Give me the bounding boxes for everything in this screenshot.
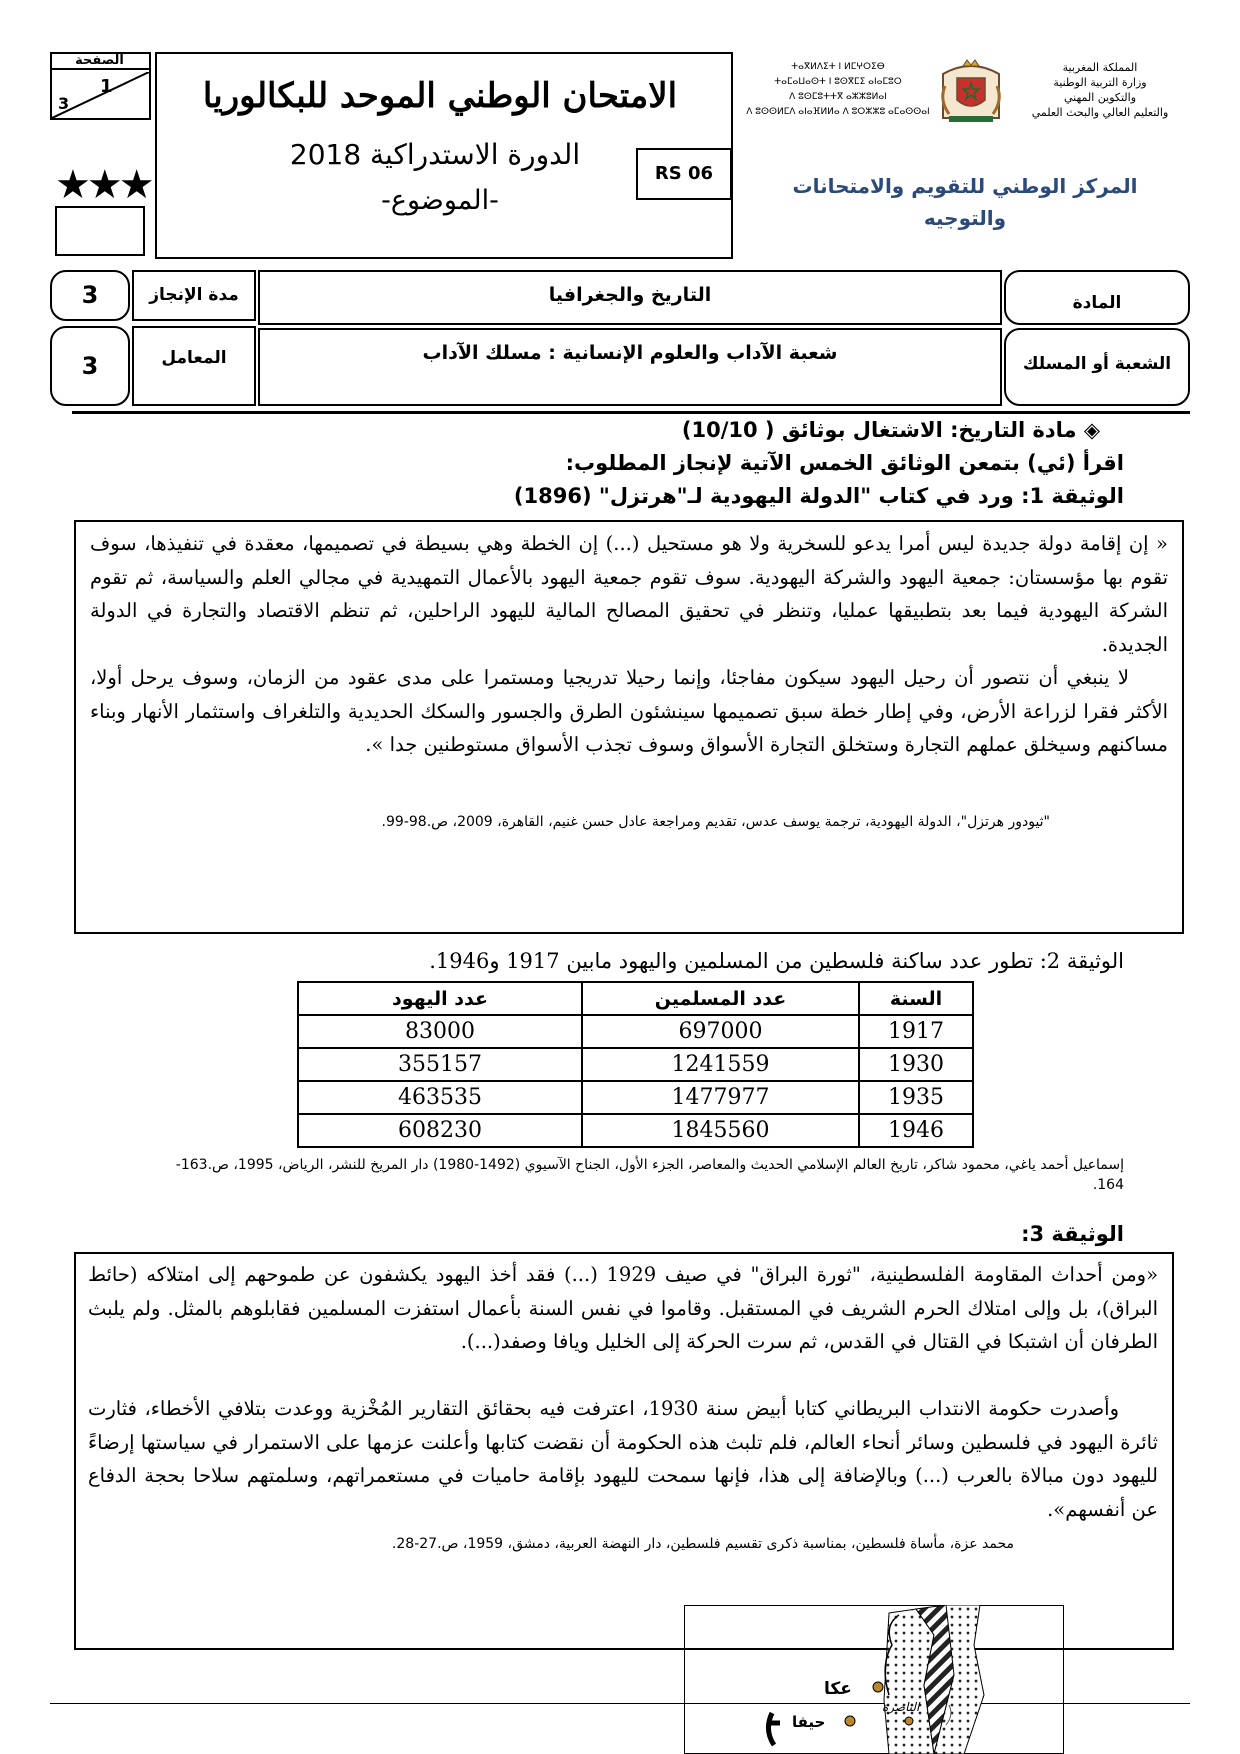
doc3-paragraph-2: وأصدرت حكومة الانتداب البريطاني كتابا أبيض سنة 1930، اعترفت فيه بحقائق التقارير المُخْزية ووعدت بتلافي الأخطاء، فثارت ثائرة اليهود في فلسطين وسائر أنحاء العالم، فلم تلبث هذه الحكومة أن نقضت كتابها وأعلنت عزمها على الاستمرار في سياستها إرضاءً لليهود دون مبالاة بالعرب (...) وبالإضافة إلى هذا، فإنها سمحت لليهود بإقامة حاميات في مستعمراتهم، وسلمتهم سلاحا بحجة الدفاع عن أنفسهم».: [88, 1397, 1158, 1521]
stars-rating: ★★★: [55, 162, 151, 208]
compass-symbol: [768, 1713, 780, 1745]
page-number-box: [50, 52, 151, 120]
branch-value: شعبة الآداب والعلوم الإنسانية : مسلك الآداب: [258, 328, 1002, 406]
coefficient-key: المعامل: [132, 326, 256, 406]
city-label-nazareth: الناصرة: [882, 1700, 920, 1714]
doc2-source: إسماعيل أحمد ياغي، محمود شاكر، تاريخ العالم الإسلامي الحديث والمعاصر، الجزء الأول، الجناح الآسيوي (1492-1980) دار المريخ للنشر، الرياض، 1995، ص.163-164.: [175, 1157, 1124, 1193]
doc3-paragraph-1: «ومن أحداث المقاومة الفلسطينية، "ثورة البراق" في صيف 1929 (...) فقد أخذ اليهود يكشفون عن طموحهم إلى امتلاكه (حائط البراق)، بل وإلى امتلاك الحرم الشريف في المستقبل. وقاموا في نفس السنة بأعمال استفزت المسلمين فقابلوهم بالمثل. ولم يلبث الطرفان أن اشتبكا في القتال في القدس، ثم سرت الحركة إلى الخليل ويافا وصفد(...).: [88, 1263, 1158, 1353]
coefficient-value: 3: [50, 326, 130, 406]
subject-value: التاريخ والجغرافيا: [258, 270, 1002, 325]
doc1-paragraph-1: « إن إقامة دولة جديدة ليس أمرا يدعو للسخرية ولا هو مستحيل (...) إن الخطة وهي بسيطة في تصميمها، معقدة في تنفيذها، سوف تقوم بها مؤسستان: جمعية اليهود والشركة اليهودية. سوف تقوم جمعية اليهود بالأعمال التمهيدية في مجالي العلم والسياسة، ثم تقوم الشركة اليهودية فيما بعد بتطبيقها عمليا، وتنظر في تحقيق المصالح المالية لليهود الراحلين، ثم تنظم الاقتصاد والتجارة في الدولة الجديدة.: [90, 532, 1168, 656]
blank-box: [55, 206, 145, 256]
doc1-paragraph-2: لا ينبغي أن نتصور أن رحيل اليهود سيكون مفاجئا، وإنما رحيلا تدريجيا ومستمرا على مدى عقود من الزمان، وسوف يرحل أولا، الأكثر فقرا لزراعة الأرض، وفي إطار خطة سبق تصميمها سينشئون الطرق والجسور والسكك الحديدية والتلغراف واستثمار الأنهار وبناء مساكنهم وسيخلق عملهم التجارة وستخلق التجارة الأسواق وسوف تجذب الأسواق مستوطنين جدا ».: [90, 666, 1168, 756]
doc1-heading: الوثيقة 1: ورد في كتاب "الدولة اليهودية لـ"هرتزل" (1896): [513, 484, 1124, 508]
table-row: [298, 1015, 973, 1048]
exam-title: الامتحان الوطني الموحد للبكالوريا: [202, 76, 678, 116]
nazareth-marker: [905, 1717, 913, 1725]
doc2-heading: الوثيقة 2: تطور عدد ساكنة فلسطين من المسلمين واليهود مابين 1917 و1946.: [429, 949, 1124, 973]
haifa-marker: [845, 1716, 855, 1726]
doc3-source: محمد عزة، مأساة فلسطين، بمناسبة ذكرى تقسيم فلسطين، دار النهضة العربية، دمشق، 1959، ص.27-28.: [391, 1536, 1014, 1552]
exam-session: الدورة الاستدراكية 2018: [289, 138, 581, 171]
ministry-name: [1010, 60, 1190, 120]
column-header: عدد اليهود: [298, 982, 582, 1015]
table-header-row: [298, 982, 973, 1015]
population-table: [297, 981, 974, 1148]
separator-line: [72, 411, 1190, 414]
jews-cell: 355157: [298, 1048, 582, 1081]
muslims-cell: 1477977: [582, 1081, 859, 1114]
muslims-cell: 1845560: [582, 1114, 859, 1147]
kingdom-line: وزارة التربية الوطنية: [1053, 76, 1147, 89]
table-row: [298, 1048, 973, 1081]
doc1-source: "ثيودور هرتزل"، الدولة اليهودية، ترجمة يوسف عدس، تقديم ومراجعة عادل حسن غنيم، القاهرة، 2009، ص.98-99.: [381, 814, 1050, 830]
acre-marker: [873, 1682, 883, 1692]
diamond-icon: ◈: [1083, 418, 1100, 442]
column-header: عدد المسلمين: [582, 982, 859, 1015]
kingdom-line: المملكة المغربية: [1062, 61, 1138, 74]
column-header: السنة: [859, 982, 973, 1015]
coat-of-arms-icon: [935, 56, 1007, 126]
evaluation-center: المركز الوطني للتقويم والامتحانات والتوجيه: [792, 174, 1138, 230]
kingdom-line: والتعليم العالي والبحث العلمي: [1031, 106, 1169, 119]
doc3-heading: الوثيقة 3:: [1021, 1222, 1124, 1246]
city-label-haifa: حيفا: [792, 1713, 826, 1731]
subject-key: المادة: [1004, 270, 1190, 325]
duration-key: مدة الإنجاز: [132, 270, 256, 321]
year-cell: 1917: [859, 1015, 973, 1048]
page-label: الصفحة: [50, 52, 149, 70]
kingdom-line: والتكوين المهني: [1063, 91, 1137, 104]
page-number: 1: [100, 76, 113, 97]
year-cell: 1946: [859, 1114, 973, 1147]
subject-label: -الموضوع-: [381, 185, 499, 216]
year-cell: 1935: [859, 1081, 973, 1114]
table-row: [298, 1114, 973, 1147]
jews-cell: 463535: [298, 1081, 582, 1114]
tifinagh-ministry-text: [738, 60, 938, 120]
branch-key: الشعبة أو المسلك: [1004, 328, 1190, 406]
section-title: مادة التاريخ: الاشتغال بوثائق ( 10/10): [681, 418, 1077, 442]
year-cell: 1930: [859, 1048, 973, 1081]
city-label-acre: عكا: [824, 1679, 852, 1699]
tifinagh-line: ⴷ ⵓⵙⵙⵍⵎⴷ ⴰⵏⴰⴼⵍⵍⴰ ⴷ ⵓⵔⵣⵣⵓ ⴰⵎⴰⵙⵙⴰⵏ: [746, 107, 930, 117]
muslims-cell: 697000: [582, 1015, 859, 1048]
instruction: اقرأ (ئي) بتمعن الوثائق الخمس الآتية لإنجاز المطلوب:: [565, 451, 1124, 475]
duration-value: 3: [50, 270, 130, 321]
jews-cell: 608230: [298, 1114, 582, 1147]
tifinagh-line: ⵜⴰⵎⴰⵡⴰⵙⵜ ⵏ ⵓⵙⴳⵎⵉ ⴰⵏⴰⵎⵓⵔ: [774, 77, 902, 87]
exam-code: RS 06: [636, 148, 732, 200]
muslims-cell: 1241559: [582, 1048, 859, 1081]
table-row: [298, 1081, 973, 1114]
page-total: 3: [58, 94, 70, 113]
jews-cell: 83000: [298, 1015, 582, 1048]
tifinagh-line: ⵜⴰⴳⵍⴷⵉⵜ ⵏ ⵍⵎⵖⵔⵉⴱ: [791, 62, 885, 72]
map-shapes: [884, 1605, 984, 1754]
tifinagh-line: ⴷ ⵓⵙⵎⵓⵜⵜⴳ ⴰⵣⵣⵓⵍⴰⵏ: [789, 92, 887, 102]
section-heading: [682, 418, 1100, 442]
palestine-map: [684, 1605, 1064, 1754]
